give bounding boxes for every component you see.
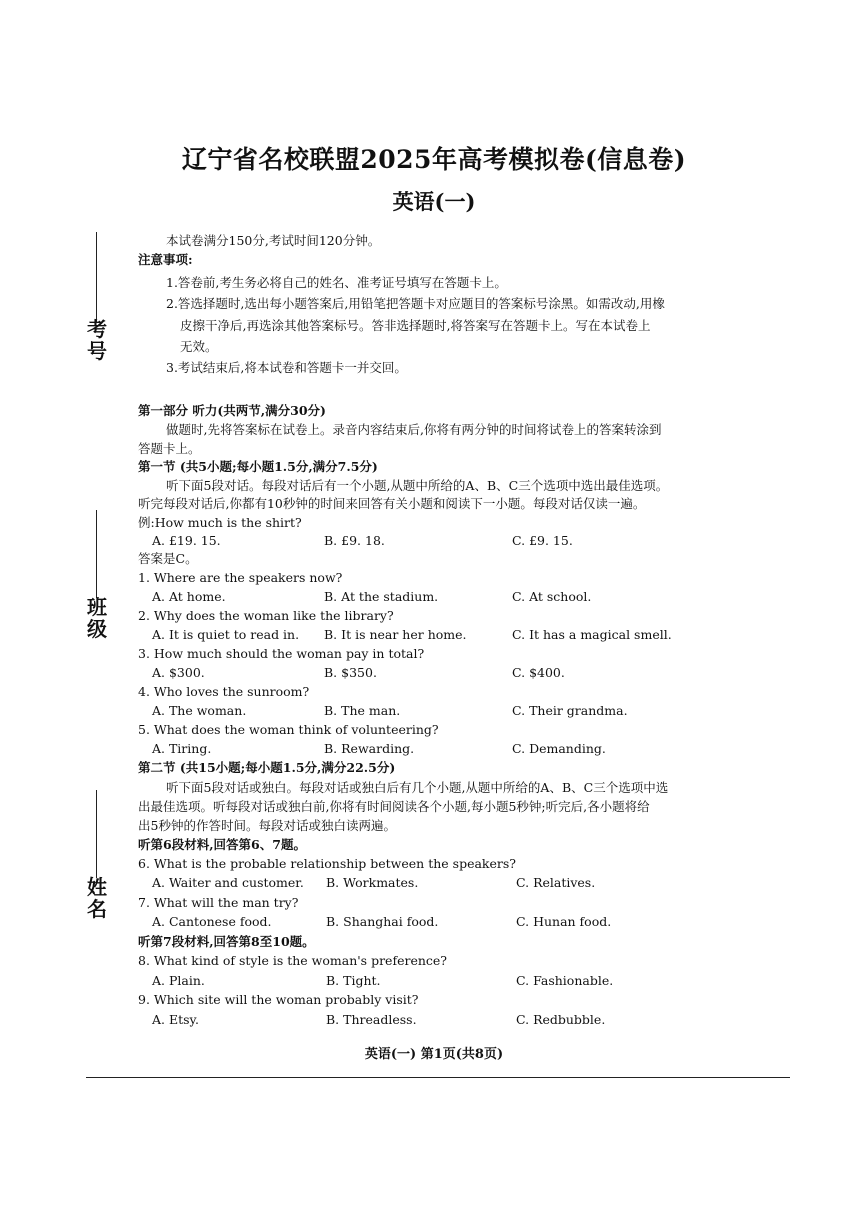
question-1-option-a: A. At home. <box>152 589 226 604</box>
question-4: 4. Who loves the sunroom? <box>138 684 310 699</box>
question-2-option-c: C. It has a magical smell. <box>512 627 672 642</box>
xingming-label: 姓名 <box>87 875 107 921</box>
note-item-2-line-3: 无效。 <box>180 339 218 354</box>
section1-desc-line-2: 听完每段对话后,你都有10秒钟的时间来回答有关小题和阅读下一小题。每段对话仅读一遍。 <box>138 496 646 511</box>
banji-label: 班级 <box>87 595 107 641</box>
question-3-option-a: A. $300. <box>152 665 205 680</box>
question-3: 3. How much should the woman pay in total? <box>138 646 425 661</box>
example-question: 例:How much is the shirt? <box>138 515 302 530</box>
question-6-option-b: B. Workmates. <box>326 875 419 890</box>
example-option-b: B. £9. 18. <box>324 533 385 548</box>
question-1-option-b: B. At the stadium. <box>324 589 439 604</box>
material-6-heading: 听第6段材料,回答第6、7题。 <box>138 837 306 852</box>
note-item-1: 1.答卷前,考生务必将自己的姓名、准考证号填写在答题卡上。 <box>166 275 507 290</box>
question-2-option-a: A. It is quiet to read in. <box>152 627 300 642</box>
question-7: 7. What will the man try? <box>138 895 299 910</box>
question-9-option-b: B. Threadless. <box>326 1012 417 1027</box>
question-9-option-c: C. Redbubble. <box>516 1012 606 1027</box>
question-9: 9. Which site will the woman probably visit? <box>138 992 419 1007</box>
page-footer: 英语(一) 第1页(共8页) <box>364 1047 504 1062</box>
question-4-option-a: A. The woman. <box>152 703 247 718</box>
question-8: 8. What kind of style is the woman's preference? <box>138 953 447 968</box>
question-4-option-b: B. The man. <box>324 703 401 718</box>
question-4-option-c: C. Their grandma. <box>512 703 628 718</box>
xingming-fill-line <box>96 790 97 878</box>
question-8-option-c: C. Fashionable. <box>516 973 614 988</box>
question-3-option-c: C. $400. <box>512 665 565 680</box>
question-6-option-a: A. Waiter and customer. <box>152 875 304 890</box>
note-item-3: 3.考试结束后,将本试卷和答题卡一并交回。 <box>166 360 407 375</box>
kaohao-label: 考号 <box>87 317 107 363</box>
question-7-option-c: C. Hunan food. <box>516 914 612 929</box>
section1-heading: 第一节 (共5小题;每小题1.5分,满分7.5分) <box>138 459 378 474</box>
section1-desc-line-1: 听下面5段对话。每段对话后有一个小题,从题中所给的A、B、C三个选项中选出最佳选项。 <box>166 478 669 493</box>
section2-desc-line-1: 听下面5段对话或独白。每段对话或独白后有几个小题,从题中所给的A、B、C三个选项中选 <box>166 780 669 795</box>
notes-heading: 注意事项: <box>138 252 193 267</box>
section2-heading: 第二节 (共15小题;每小题1.5分,满分22.5分) <box>138 760 396 775</box>
material-7-heading: 听第7段材料,回答第8至10题。 <box>138 934 315 949</box>
page-title: 辽宁省名校联盟2025年高考模拟卷(信息卷) <box>181 145 687 174</box>
section2-desc-line-3: 出5秒钟的作答时间。每段对话或独白读两遍。 <box>138 818 396 833</box>
banji-fill-line <box>96 510 97 598</box>
page-subtitle: 英语(一) <box>392 189 476 214</box>
question-9-option-a: A. Etsy. <box>152 1012 199 1027</box>
example-option-c: C. £9. 15. <box>512 533 573 548</box>
question-5-option-a: A. Tiring. <box>152 741 212 756</box>
question-7-option-b: B. Shanghai food. <box>326 914 439 929</box>
question-5-option-c: C. Demanding. <box>512 741 606 756</box>
question-8-option-a: A. Plain. <box>152 973 205 988</box>
question-8-option-b: B. Tight. <box>326 973 381 988</box>
question-7-option-a: A. Cantonese food. <box>152 914 272 929</box>
example-option-a: A. £19. 15. <box>152 533 221 548</box>
part1-desc-line-1: 做题时,先将答案标在试卷上。录音内容结束后,你将有两分钟的时间将试卷上的答案转涂到 <box>166 422 662 437</box>
example-answer: 答案是C。 <box>138 551 198 566</box>
note-item-2-line-1: 2.答选择题时,选出每小题答案后,用铅笔把答题卡对应题目的答案标号涂黑。如需改动,用橡 <box>166 296 665 311</box>
bottom-rule <box>86 1077 790 1078</box>
question-3-option-b: B. $350. <box>324 665 377 680</box>
question-2: 2. Why does the woman like the library? <box>138 608 394 623</box>
question-2-option-b: B. It is near her home. <box>324 627 467 642</box>
question-1-option-c: C. At school. <box>512 589 592 604</box>
part1-heading: 第一部分 听力(共两节,满分30分) <box>138 403 326 418</box>
section2-desc-line-2: 出最佳选项。听每段对话或独白前,你将有时间阅读各个小题,每小题5秒钟;听完后,各小题将给 <box>138 799 650 814</box>
question-5: 5. What does the woman think of volunteering? <box>138 722 439 737</box>
kaohao-fill-line <box>96 232 97 322</box>
question-6: 6. What is the probable relationship between the speakers? <box>138 856 516 871</box>
question-5-option-b: B. Rewarding. <box>324 741 415 756</box>
question-6-option-c: C. Relatives. <box>516 875 596 890</box>
intro-text: 本试卷满分150分,考试时间120分钟。 <box>166 233 381 248</box>
question-1: 1. Where are the speakers now? <box>138 570 343 585</box>
note-item-2-line-2: 皮擦干净后,再选涂其他答案标号。答非选择题时,将答案写在答题卡上。写在本试卷上 <box>180 318 651 333</box>
part1-desc-line-2: 答题卡上。 <box>138 441 201 456</box>
